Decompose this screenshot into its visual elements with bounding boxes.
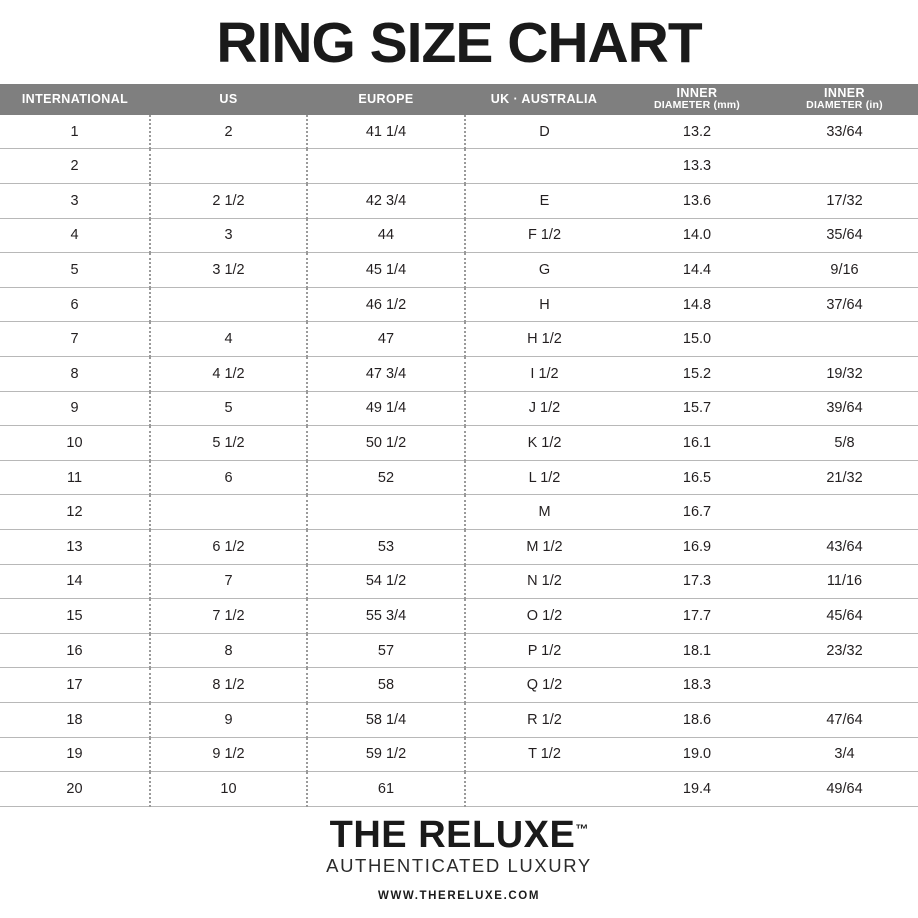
- cell-europe: 41 1/4: [307, 115, 465, 149]
- cell-europe: 52: [307, 460, 465, 495]
- cell-international: 19: [0, 737, 150, 772]
- trademark-symbol: ™: [575, 821, 589, 837]
- cell-international: 3: [0, 184, 150, 219]
- cell-inner-diameter-mm: 16.1: [623, 426, 771, 461]
- cell-uk-australia: H 1/2: [465, 322, 623, 357]
- cell-inner-diameter-in: 47/64: [771, 702, 918, 737]
- cell-us: 4: [150, 322, 307, 357]
- cell-europe: 61: [307, 772, 465, 807]
- table-row: [0, 668, 918, 703]
- column-header-europe-line1: EUROPE: [358, 91, 414, 106]
- cell-europe: [307, 149, 465, 184]
- cell-international: 12: [0, 495, 150, 530]
- cell-international: 10: [0, 426, 150, 461]
- cell-uk-australia: D: [465, 115, 623, 149]
- cell-us: 9 1/2: [150, 737, 307, 772]
- column-header-inner-diameter-in: [771, 84, 918, 115]
- table-row: [0, 460, 918, 495]
- cell-international: 15: [0, 599, 150, 634]
- cell-inner-diameter-mm: 15.7: [623, 391, 771, 426]
- cell-uk-australia: [465, 772, 623, 807]
- cell-inner-diameter-in: 19/32: [771, 357, 918, 392]
- cell-uk-australia: J 1/2: [465, 391, 623, 426]
- column-header-international: [0, 84, 150, 115]
- cell-europe: 57: [307, 633, 465, 668]
- table-row: [0, 737, 918, 772]
- column-header-europe: [307, 84, 465, 115]
- cell-inner-diameter-in: 45/64: [771, 599, 918, 634]
- cell-inner-diameter-in: 35/64: [771, 218, 918, 253]
- cell-uk-australia: I 1/2: [465, 357, 623, 392]
- table-row: [0, 287, 918, 322]
- cell-uk-australia: M: [465, 495, 623, 530]
- column-header-uk-australia: [465, 84, 623, 115]
- column-header-inner-diameter-mm-line2: DIAMETER (mm): [653, 99, 740, 112]
- cell-inner-diameter-in: 17/32: [771, 184, 918, 219]
- cell-international: 16: [0, 633, 150, 668]
- cell-us: [150, 149, 307, 184]
- table-row: [0, 322, 918, 357]
- cell-us: [150, 287, 307, 322]
- table-row: [0, 115, 918, 149]
- cell-international: 2: [0, 149, 150, 184]
- cell-us: 8 1/2: [150, 668, 307, 703]
- cell-inner-diameter-mm: 17.3: [623, 564, 771, 599]
- table-row: [0, 702, 918, 737]
- cell-uk-australia: H: [465, 287, 623, 322]
- table-row: [0, 149, 918, 184]
- cell-uk-australia: M 1/2: [465, 529, 623, 564]
- cell-us: 7 1/2: [150, 599, 307, 634]
- cell-europe: 59 1/2: [307, 737, 465, 772]
- cell-inner-diameter-in: [771, 322, 918, 357]
- cell-uk-australia: [465, 149, 623, 184]
- ring-size-table: [0, 84, 918, 807]
- table-row: [0, 599, 918, 634]
- cell-us: 6 1/2: [150, 529, 307, 564]
- cell-us: 4 1/2: [150, 357, 307, 392]
- cell-inner-diameter-in: 37/64: [771, 287, 918, 322]
- cell-inner-diameter-in: 5/8: [771, 426, 918, 461]
- cell-inner-diameter-in: 21/32: [771, 460, 918, 495]
- table-row: [0, 184, 918, 219]
- brand-name: THE RELUXE: [329, 813, 576, 856]
- cell-uk-australia: P 1/2: [465, 633, 623, 668]
- cell-inner-diameter-in: 33/64: [771, 115, 918, 149]
- table-row: [0, 529, 918, 564]
- cell-uk-australia: L 1/2: [465, 460, 623, 495]
- brand-tagline: AUTHENTICATED LUXURY: [326, 854, 592, 876]
- cell-us: 3 1/2: [150, 253, 307, 288]
- cell-uk-australia: Q 1/2: [465, 668, 623, 703]
- column-header-us-line1: US: [219, 91, 238, 106]
- cell-europe: 49 1/4: [307, 391, 465, 426]
- table-row: [0, 426, 918, 461]
- column-header-inner-diameter-in-line1: INNER: [824, 86, 865, 101]
- cell-international: 14: [0, 564, 150, 599]
- table-row: [0, 357, 918, 392]
- table-body: [0, 115, 918, 806]
- cell-europe: 58: [307, 668, 465, 703]
- cell-international: 20: [0, 772, 150, 807]
- cell-inner-diameter-in: 23/32: [771, 633, 918, 668]
- cell-inner-diameter-mm: 19.0: [623, 737, 771, 772]
- cell-europe: 55 3/4: [307, 599, 465, 634]
- cell-europe: 58 1/4: [307, 702, 465, 737]
- cell-inner-diameter-mm: 14.0: [623, 218, 771, 253]
- footer: [0, 813, 918, 902]
- cell-inner-diameter-in: 39/64: [771, 391, 918, 426]
- cell-inner-diameter-mm: 14.4: [623, 253, 771, 288]
- cell-international: 1: [0, 115, 150, 149]
- cell-inner-diameter-in: 49/64: [771, 772, 918, 807]
- brand-logo: [329, 813, 589, 856]
- cell-europe: 47 3/4: [307, 357, 465, 392]
- table-row: [0, 495, 918, 530]
- cell-inner-diameter-mm: 16.7: [623, 495, 771, 530]
- page-title: RING SIZE CHART: [216, 11, 702, 75]
- cell-europe: 44: [307, 218, 465, 253]
- column-header-uk-australia-line1: UK · AUSTRALIA: [490, 91, 598, 106]
- cell-uk-australia: T 1/2: [465, 737, 623, 772]
- cell-us: 5 1/2: [150, 426, 307, 461]
- cell-us: 8: [150, 633, 307, 668]
- cell-inner-diameter-in: [771, 668, 918, 703]
- column-header-us: [150, 84, 307, 115]
- cell-us: 9: [150, 702, 307, 737]
- cell-us: 2 1/2: [150, 184, 307, 219]
- cell-us: 2: [150, 115, 307, 149]
- cell-inner-diameter-in: 9/16: [771, 253, 918, 288]
- cell-europe: 45 1/4: [307, 253, 465, 288]
- cell-international: 8: [0, 357, 150, 392]
- cell-europe: 50 1/2: [307, 426, 465, 461]
- cell-international: 4: [0, 218, 150, 253]
- cell-international: 13: [0, 529, 150, 564]
- cell-us: 5: [150, 391, 307, 426]
- cell-us: [150, 495, 307, 530]
- cell-us: 6: [150, 460, 307, 495]
- cell-international: 6: [0, 287, 150, 322]
- table-row: [0, 564, 918, 599]
- cell-inner-diameter-mm: 13.3: [623, 149, 771, 184]
- cell-international: 11: [0, 460, 150, 495]
- cell-inner-diameter-mm: 13.6: [623, 184, 771, 219]
- cell-inner-diameter-mm: 16.5: [623, 460, 771, 495]
- cell-international: 7: [0, 322, 150, 357]
- cell-international: 17: [0, 668, 150, 703]
- cell-us: 3: [150, 218, 307, 253]
- cell-uk-australia: N 1/2: [465, 564, 623, 599]
- table-header-row: [0, 84, 918, 115]
- cell-europe: 54 1/2: [307, 564, 465, 599]
- cell-inner-diameter-mm: 19.4: [623, 772, 771, 807]
- cell-inner-diameter-mm: 18.6: [623, 702, 771, 737]
- table-row: [0, 633, 918, 668]
- column-header-inner-diameter-in-line2: DIAMETER (in): [806, 99, 883, 112]
- cell-international: 18: [0, 702, 150, 737]
- column-header-international-line1: INTERNATIONAL: [21, 91, 129, 106]
- cell-inner-diameter-mm: 14.8: [623, 287, 771, 322]
- table-row: [0, 772, 918, 807]
- cell-inner-diameter-mm: 18.1: [623, 633, 771, 668]
- table-row: [0, 218, 918, 253]
- cell-inner-diameter-mm: 17.7: [623, 599, 771, 634]
- cell-international: 9: [0, 391, 150, 426]
- cell-inner-diameter-in: 3/4: [771, 737, 918, 772]
- cell-europe: 46 1/2: [307, 287, 465, 322]
- cell-inner-diameter-mm: 15.0: [623, 322, 771, 357]
- cell-international: 5: [0, 253, 150, 288]
- cell-uk-australia: F 1/2: [465, 218, 623, 253]
- cell-inner-diameter-mm: 15.2: [623, 357, 771, 392]
- cell-inner-diameter-mm: 13.2: [623, 115, 771, 149]
- website-url: WWW.THERELUXE.COM: [378, 889, 540, 902]
- cell-inner-diameter-mm: 18.3: [623, 668, 771, 703]
- table-header: [0, 84, 918, 115]
- cell-europe: 47: [307, 322, 465, 357]
- cell-inner-diameter-in: [771, 149, 918, 184]
- cell-uk-australia: O 1/2: [465, 599, 623, 634]
- cell-europe: [307, 495, 465, 530]
- cell-uk-australia: E: [465, 184, 623, 219]
- table-row: [0, 253, 918, 288]
- column-header-inner-diameter-mm: [623, 84, 771, 115]
- cell-uk-australia: G: [465, 253, 623, 288]
- cell-us: 7: [150, 564, 307, 599]
- cell-inner-diameter-in: [771, 495, 918, 530]
- cell-europe: 53: [307, 529, 465, 564]
- cell-uk-australia: K 1/2: [465, 426, 623, 461]
- cell-inner-diameter-in: 11/16: [771, 564, 918, 599]
- cell-inner-diameter-mm: 16.9: [623, 529, 771, 564]
- column-header-inner-diameter-mm-line1: INNER: [676, 86, 718, 101]
- cell-uk-australia: R 1/2: [465, 702, 623, 737]
- cell-inner-diameter-in: 43/64: [771, 529, 918, 564]
- cell-europe: 42 3/4: [307, 184, 465, 219]
- table-row: [0, 391, 918, 426]
- cell-us: 10: [150, 772, 307, 807]
